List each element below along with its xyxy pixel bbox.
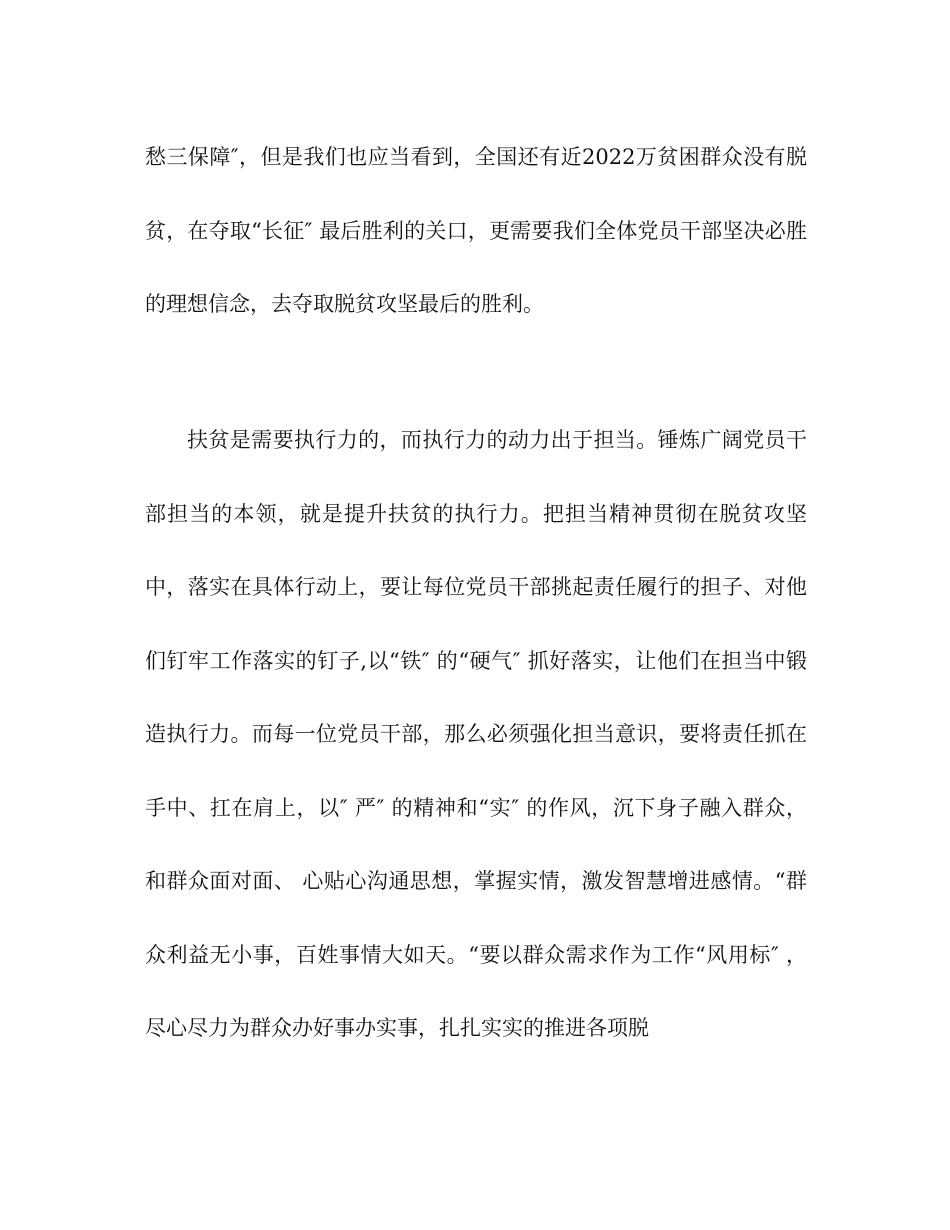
paragraph-continuation: 愁三保障″，但是我们也应当看到，全国还有近2022万贫困群众没有脱贫，在夺取“长征″ 最后胜利的关口，更需要我们全体党员干部坚决必胜的理想信念，去夺取脱贫攻坚最后的胜利。 xyxy=(145,145,807,316)
paragraph-execution: 扶贫是需要执行力的，而执行力的动力出于担当。锤炼广阔党员干部担当的本领，就是提升扶贫的执行力。把担当精神贯彻在脱贫攻坚中，落实在具体行动上，要让每位党员干部挑起责任履行的担子、对他们钉牢工作落实的钉子,以“铁″ 的“硬气″ 抓好落实，让他们在担当中锻造执行力。而每一位党员干部，那么必须强化担当意识，要将责任抓在手中、扛在肩上，以″ 严″ 的精神和“实″ 的作风，沉下身子融入群众，和群众面对面、 心贴心沟通思想，掌握实情，激发智慧增进感情。“群众利益无小事，百姓事情大如天。“要以群众需求作为工作“风用标″ ，尽心尽力为群众办好事办实事，扎扎实实的推进各项脱 xyxy=(145,428,807,1040)
